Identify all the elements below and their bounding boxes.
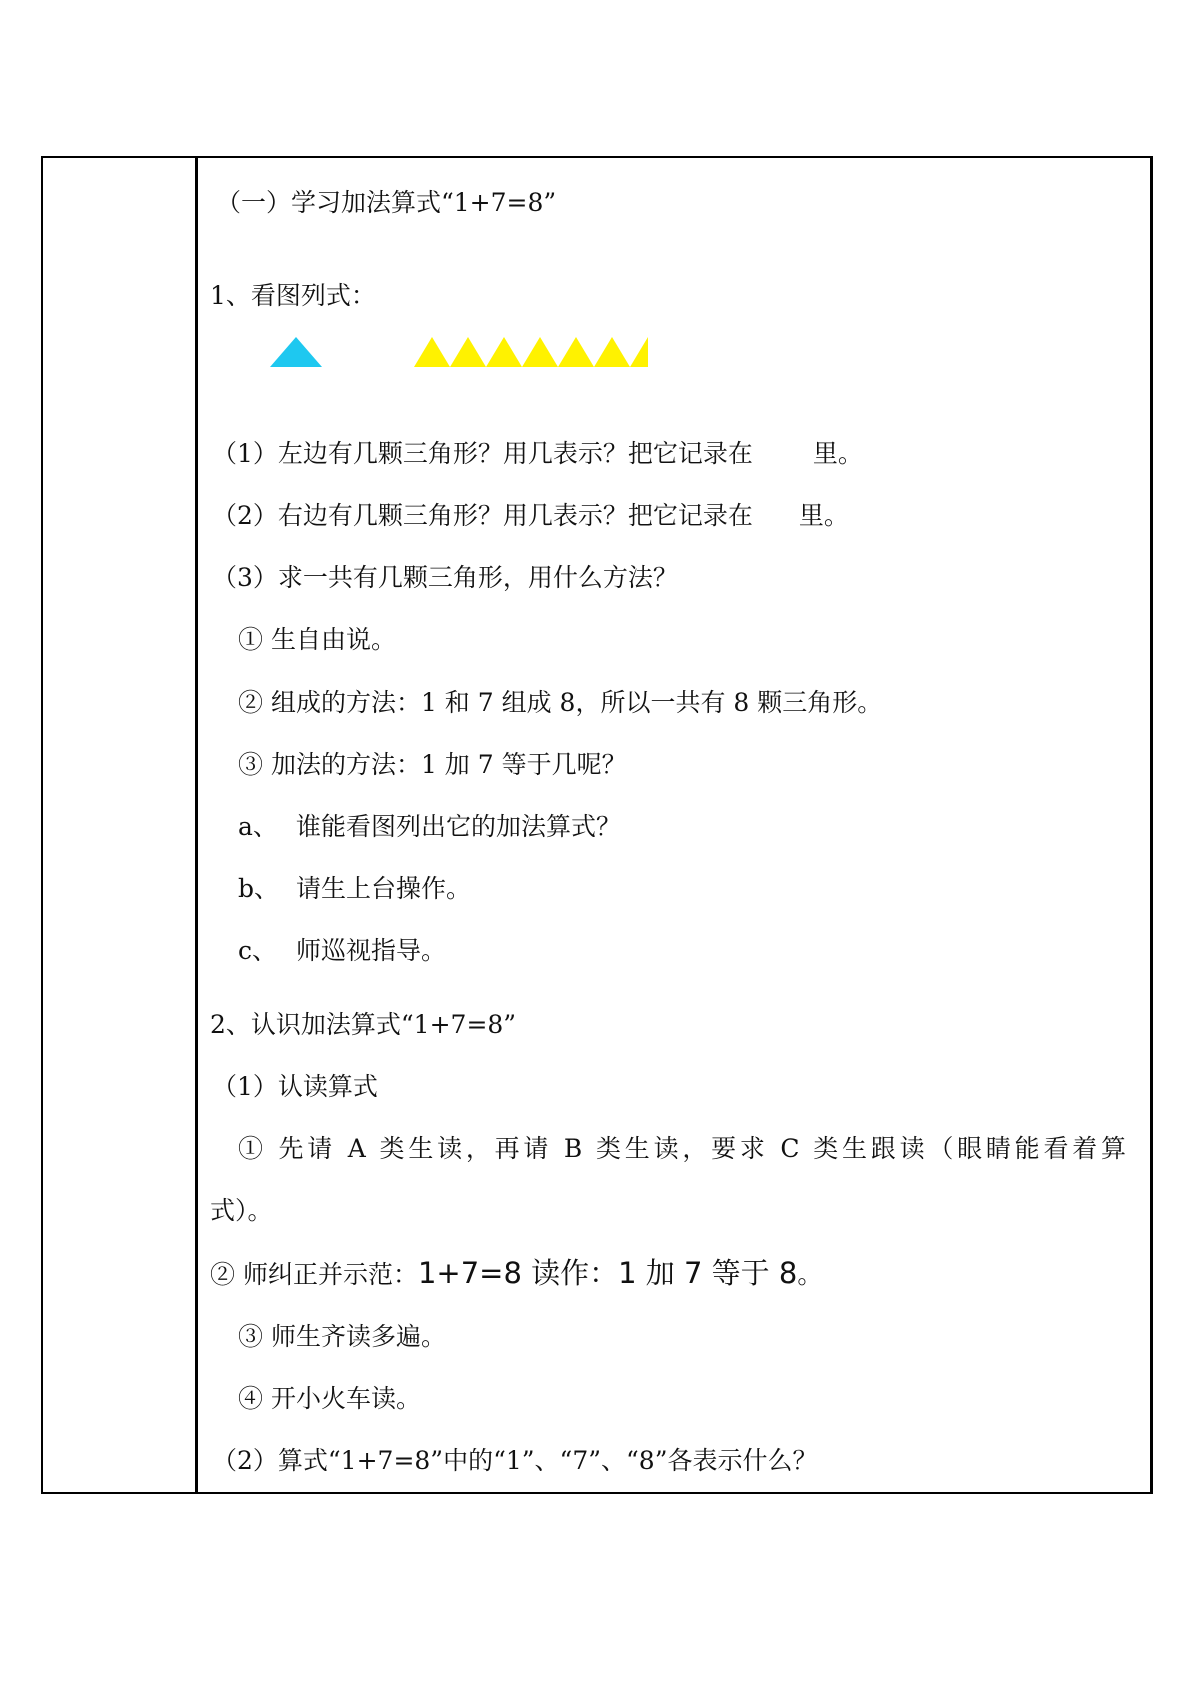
question-2-tail: 里。	[798, 501, 849, 530]
step2-item2	[210, 1256, 822, 1292]
step2-item2-formula: 1+7=8 读作：1 加 7 等于 8	[417, 1256, 798, 1290]
subitem-c	[238, 934, 446, 968]
question-1	[212, 437, 863, 471]
item-circled-2: ② 组成的方法：1 和 7 组成 8，所以一共有 8 颗三角形。	[238, 688, 883, 717]
subitem-c-text: 师巡视指导。	[296, 936, 447, 965]
step2-sub2: （2）算式“1+7=8”中的“1”、“7”、“8”各表示什么？	[212, 1446, 818, 1475]
question-2-text: （2）右边有几颗三角形？用几表示？把它记录在	[212, 501, 753, 530]
table-border-top	[41, 156, 1152, 158]
step2-item2-suffix: 。	[797, 1260, 823, 1289]
triangle-right-5	[558, 337, 594, 367]
question-1-text: （1）左边有几颗三角形？用几表示？把它记录在	[212, 439, 753, 468]
step2-heading: 2、认识加法算式“1+7=8”	[210, 1010, 517, 1039]
triangle-left-1	[270, 337, 322, 367]
triangle-figure	[248, 335, 648, 371]
step2-item1-line1: ① 先请 A 类生读，再请 B 类生读，要求 C 类生跟读（眼睛能看着算	[238, 1134, 1128, 1163]
triangle-right-7	[630, 337, 648, 367]
question-1-tail: 里。	[812, 439, 863, 468]
section-title: （一）学习加法算式“1+7=8”	[216, 188, 557, 217]
step2-item1-line2: 式）。	[210, 1196, 273, 1225]
subitem-a	[238, 810, 621, 844]
subitem-a-text: 谁能看图列出它的加法算式？	[296, 812, 622, 841]
step2-item3: ③ 师生齐读多遍。	[238, 1322, 446, 1351]
question-2	[212, 499, 849, 533]
subitem-b-text: 请生上台操作。	[296, 874, 472, 903]
table-border-bottom	[41, 1492, 1152, 1494]
triangle-right-2	[450, 337, 486, 367]
subitem-a-mark: a、	[238, 812, 278, 841]
question-3: （3）求一共有几颗三角形，用什么方法？	[212, 563, 678, 592]
step2-item4: ④ 开小火车读。	[238, 1384, 421, 1413]
table-border-right	[1150, 156, 1153, 1494]
subitem-c-mark: c、	[238, 936, 278, 965]
step2-item2-prefix: ② 师纠正并示范：	[210, 1260, 418, 1289]
subitem-b-mark: b、	[238, 874, 280, 903]
left-cell-empty	[43, 158, 195, 1492]
item-circled-1: ① 生自由说。	[238, 625, 396, 654]
triangle-right-1	[414, 337, 450, 367]
triangle-right-3	[486, 337, 522, 367]
table-column-divider	[195, 156, 198, 1494]
left-triangles	[270, 337, 322, 367]
right-triangles	[414, 337, 648, 367]
step1-heading: 1、看图列式：	[210, 281, 376, 310]
item-circled-3: ③ 加法的方法：1 加 7 等于几呢？	[238, 750, 627, 779]
subitem-b	[238, 872, 471, 906]
triangle-right-4	[522, 337, 558, 367]
triangle-right-6	[594, 337, 630, 367]
step2-sub1: （1）认读算式	[212, 1072, 378, 1101]
